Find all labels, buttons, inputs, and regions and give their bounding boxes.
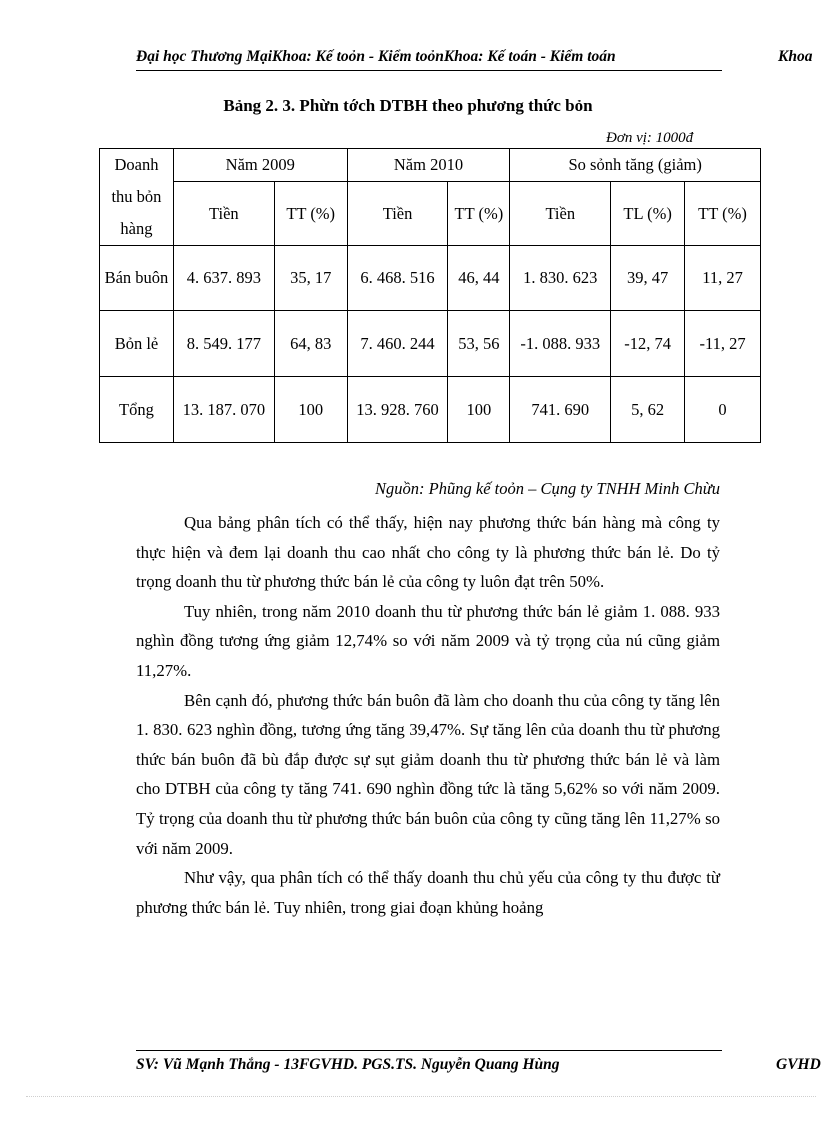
subheader-compare-tt: TT (%) xyxy=(685,182,761,246)
header-rule xyxy=(136,70,722,71)
cell-compare-tt: 11, 27 xyxy=(685,246,761,311)
col-header-year-2010: Năm 2010 xyxy=(347,149,510,182)
footer-rule xyxy=(136,1050,722,1051)
body-text xyxy=(136,508,720,922)
cell-2010-tt: 100 xyxy=(448,377,510,443)
subheader-2009-tt: TT (%) xyxy=(274,182,347,246)
paragraph: Qua bảng phân tích có thể thấy, hiện nay phương thức bán hàng mà công ty thực hiện và đem lại doanh thu cao nhất cho công ty là phương thức bán lẻ. Do tỷ trọng doanh thu từ phương thức bán lẻ của công ty luôn đạt trên 50%. xyxy=(136,513,720,592)
page-header xyxy=(136,48,816,72)
paragraph: Bên cạnh đó, phương thức bán buôn đã làm cho doanh thu của công ty tăng lên 1. 830. 623 nghìn đồng, tương ứng tăng 39,47%. Sự tăng lên của doanh thu từ phương thức bán buôn đã bù đắp được sự sụt giảm doanh thu từ phương thức bán lẻ và làm cho DTBH của công ty tăng 741. 690 nghìn đồng tức là tăng 5,62% so với năm 2009. Tỷ trọng của doanh thu từ phương thức bán buôn của công ty cũng tăng lên 11,27% so với năm 2009. xyxy=(136,690,720,858)
table-source: Nguồn: Phũng kế toỏn – Cụng ty TNHH Minh Chừu xyxy=(375,479,720,498)
footer-right-text: GVHD xyxy=(776,1056,821,1073)
footer-left-text: SV: Vũ Mạnh Thắng - 13FGVHD. PGS.TS. Nguyễn Quang Hùng xyxy=(136,1056,560,1073)
cell-compare-tl: 39, 47 xyxy=(611,246,685,311)
row-label: Tổng xyxy=(100,377,174,443)
table-row xyxy=(100,246,761,311)
table-row xyxy=(100,377,761,443)
cell-compare-money: 741. 690 xyxy=(510,377,611,443)
table-title: Bảng 2. 3. Phừn tớch DTBH theo phương thức bỏn xyxy=(223,96,593,115)
cell-2009-tt: 100 xyxy=(274,377,347,443)
table-row xyxy=(100,311,761,377)
cell-2010-tt: 46, 44 xyxy=(448,246,510,311)
cell-2010-tt: 53, 56 xyxy=(448,311,510,377)
header-left-text: Đại học Thương MạiKhoa: Kế toỏn - Kiểm toỏnKhoa: Kế toán - Kiểm toán xyxy=(136,48,616,65)
col-header-year-2009: Năm 2009 xyxy=(173,149,347,182)
cell-2010-money: 13. 928. 760 xyxy=(347,377,448,443)
cell-compare-tt: 0 xyxy=(685,377,761,443)
col-header-compare: So sỏnh tăng (giảm) xyxy=(510,149,761,182)
cell-compare-tl: -12, 74 xyxy=(611,311,685,377)
table-unit: Đơn vị: 1000đ xyxy=(606,130,694,146)
cell-compare-tt: -11, 27 xyxy=(685,311,761,377)
subheader-2010-money: Tiền xyxy=(347,182,448,246)
paragraph: Tuy nhiên, trong năm 2010 doanh thu từ phương thức bán lẻ giảm 1. 088. 933 nghìn đồng tương ứng giảm 12,74% so với năm 2009 và tỷ trọng của nú cũng giảm 11,27%. xyxy=(136,601,720,680)
cell-2009-tt: 35, 17 xyxy=(274,246,347,311)
cell-2009-tt: 64, 83 xyxy=(274,311,347,377)
col-header-revenue: Doanh thu bỏn hàng xyxy=(100,149,174,246)
cell-compare-tl: 5, 62 xyxy=(611,377,685,443)
subheader-compare-tl: TL (%) xyxy=(611,182,685,246)
subheader-2010-tt: TT (%) xyxy=(448,182,510,246)
cell-2009-money: 4. 637. 893 xyxy=(173,246,274,311)
cell-2010-money: 7. 460. 244 xyxy=(347,311,448,377)
subheader-compare-money: Tiền xyxy=(510,182,611,246)
row-label: Bỏn lẻ xyxy=(100,311,174,377)
page-bottom-divider xyxy=(26,1096,816,1097)
paragraph: Như vậy, qua phân tích có thể thấy doanh thu chủ yếu của công ty thu được từ phương thức bán lẻ. Tuy nhiên, trong giai đoạn khủng hoảng xyxy=(136,868,720,917)
row-label: Bán buôn xyxy=(100,246,174,311)
cell-2009-money: 8. 549. 177 xyxy=(173,311,274,377)
cell-compare-money: 1. 830. 623 xyxy=(510,246,611,311)
cell-compare-money: -1. 088. 933 xyxy=(510,311,611,377)
cell-2009-money: 13. 187. 070 xyxy=(173,377,274,443)
header-right-text: Khoa xyxy=(778,48,813,65)
cell-2010-money: 6. 468. 516 xyxy=(347,246,448,311)
page-footer xyxy=(136,1050,821,1080)
subheader-2009-money: Tiền xyxy=(173,182,274,246)
revenue-table xyxy=(99,148,761,443)
